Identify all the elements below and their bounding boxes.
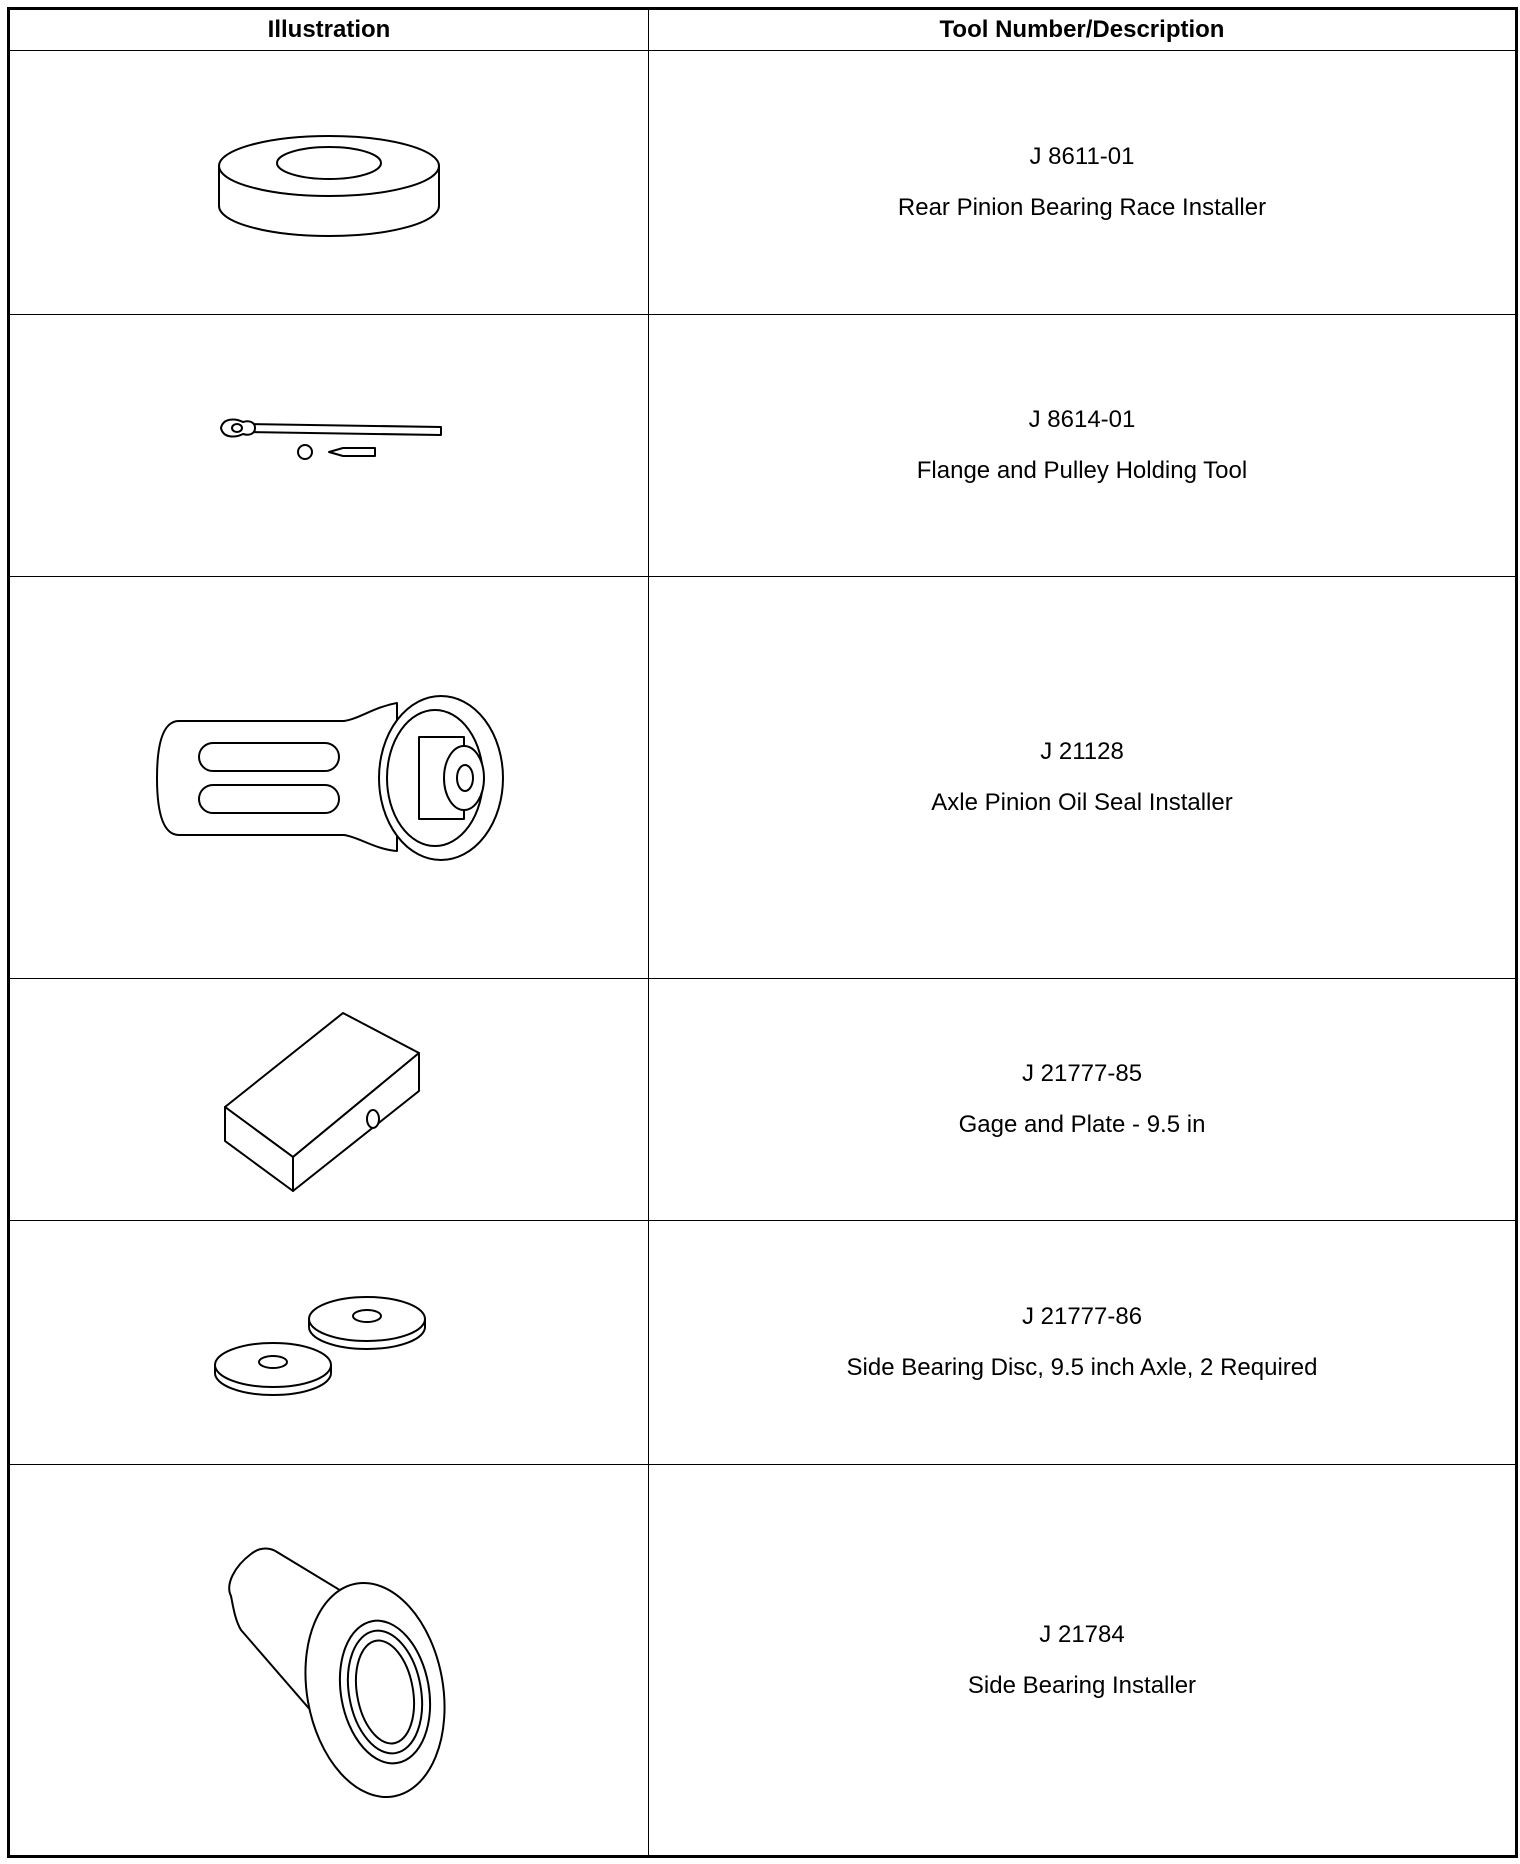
special-tools-table: [7, 7, 1518, 1858]
tool-description: Rear Pinion Bearing Race Installer: [897, 194, 1267, 221]
description-header: Tool Number/Description: [649, 9, 1517, 51]
table-row: [9, 315, 1517, 577]
tool-description: Axle Pinion Oil Seal Installer: [931, 789, 1233, 816]
tool-number: J 21784: [1039, 1620, 1125, 1648]
tool-description: Side Bearing Installer: [967, 1671, 1197, 1699]
gage-plate-icon: [219, 1005, 439, 1195]
illustration-cell: [9, 979, 649, 1221]
holding-tool-icon: [209, 416, 449, 476]
header-row: [9, 9, 1517, 51]
seal-installer-icon: [149, 693, 509, 863]
illustration-cell: [9, 1221, 649, 1465]
description-cell: [649, 315, 1517, 577]
bearing-disc-icon: [209, 1283, 449, 1403]
bearing-installer-icon: [199, 1510, 459, 1810]
illustration-cell: [9, 315, 649, 577]
tool-description: Flange and Pulley Holding Tool: [916, 457, 1248, 484]
table-row: [9, 979, 1517, 1221]
table-row: [9, 51, 1517, 315]
race-installer-icon: [209, 118, 449, 248]
tool-number: J 21128: [1040, 738, 1124, 765]
description-cell: [649, 51, 1517, 315]
description-cell: [649, 979, 1517, 1221]
tool-number: J 8614-01: [1028, 406, 1136, 433]
tool-description: Side Bearing Disc, 9.5 inch Axle, 2 Required: [846, 1354, 1318, 1381]
description-cell: [649, 1465, 1517, 1857]
table-row: [9, 577, 1517, 979]
tool-number: J 21777-86: [1021, 1303, 1143, 1330]
table-row: [9, 1465, 1517, 1857]
description-cell: [649, 577, 1517, 979]
table-row: [9, 1221, 1517, 1465]
illustration-cell: [9, 577, 649, 979]
tool-number: J 21777-85: [1021, 1060, 1143, 1087]
illustration-cell: [9, 1465, 649, 1857]
illustration-header: Illustration: [9, 9, 649, 51]
description-cell: [649, 1221, 1517, 1465]
tool-number: J 8611-01: [1029, 143, 1135, 170]
tool-description: Gage and Plate - 9.5 in: [958, 1111, 1206, 1138]
illustration-cell: [9, 51, 649, 315]
